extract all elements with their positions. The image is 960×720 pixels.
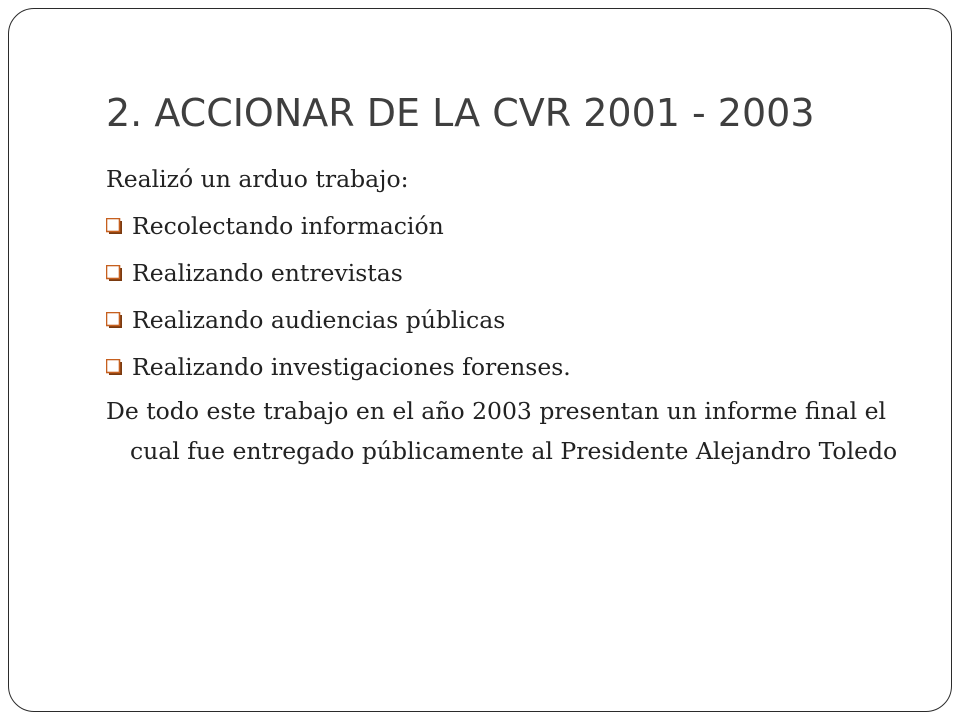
checkbox-icon [106,265,123,282]
bullet-label: Realizando audiencias públicas [132,306,506,334]
bullet-label: Recolectando información [132,212,444,240]
bullet-label: Realizando investigaciones forenses. [132,353,571,381]
bullet-label: Realizando entrevistas [132,259,403,287]
bullet-item [106,297,906,344]
checkbox-icon [106,312,123,329]
checkbox-icon [106,218,123,235]
intro-text: Realizó un arduo trabajo: [106,165,409,193]
checkbox-icon [106,359,123,376]
slide-title: 2. ACCIONAR DE LA CVR 2001 - 2003 [106,91,815,135]
bullet-item [106,250,906,297]
closing-paragraph: De todo este trabajo en el año 2003 presentan un informe final el cual fue entregado públicamente al Presidente Alejandro Toledo [106,397,898,465]
bullet-item [106,203,906,250]
bullet-item [106,344,906,391]
slide-content [106,156,906,471]
